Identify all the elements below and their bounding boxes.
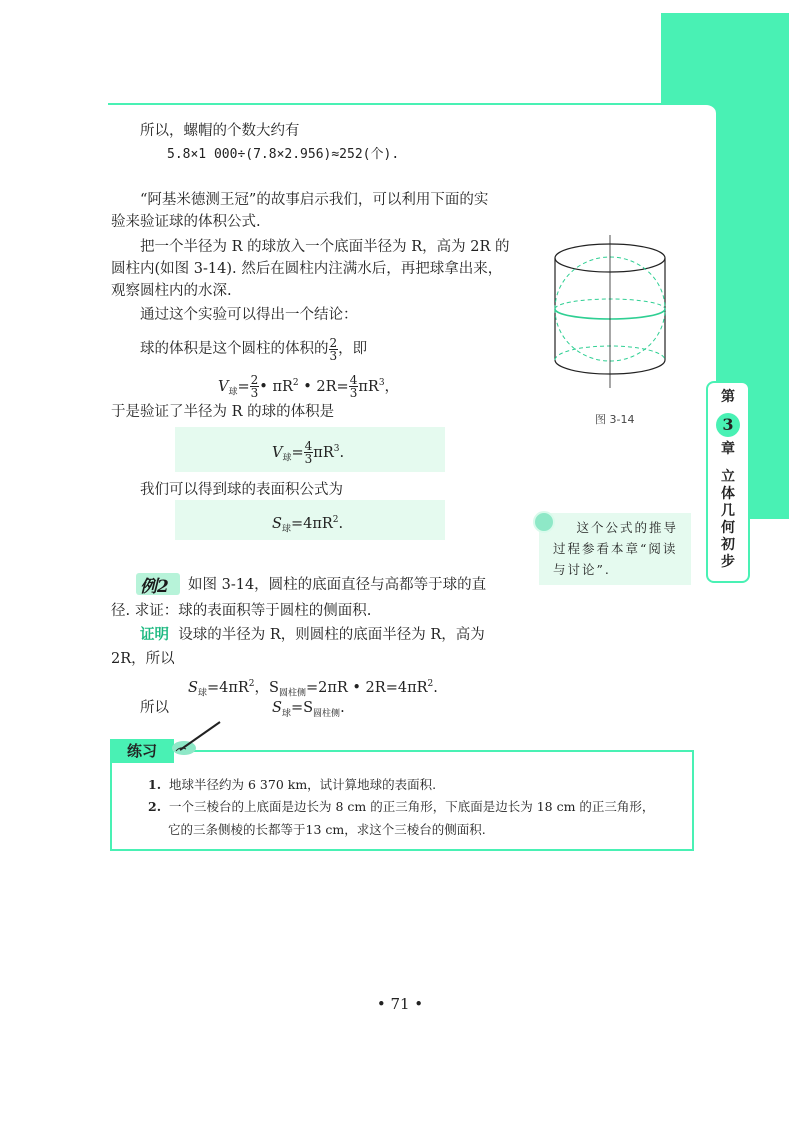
cylinder-sphere-figure — [540, 230, 690, 400]
formula-text: . — [338, 515, 344, 532]
fraction — [349, 374, 359, 399]
formula-subscript: 圆柱侧 — [313, 708, 341, 719]
practice-title: 练习 — [110, 739, 174, 763]
fraction — [329, 337, 339, 362]
proof-equation2 — [272, 698, 345, 724]
formula-symbol: S — [272, 515, 282, 532]
fraction-denominator: 3 — [250, 386, 259, 401]
formula-symbol: S — [272, 700, 282, 716]
chapter-title-char: 体 — [721, 486, 735, 502]
fraction-denominator: 3 — [349, 386, 358, 401]
formula-sphere-surface — [272, 510, 343, 540]
para2-line2: 圆柱内(如图 3-14). 然后在圆柱内注满水后，再把球拿出来， — [111, 261, 503, 277]
conclusion-line — [140, 332, 367, 366]
example-line2: 径. 求证：球的表面积等于圆柱的侧面积. — [111, 603, 372, 619]
formula-subscript: 球 — [228, 387, 238, 398]
chapter-tab — [706, 381, 750, 583]
para2-line3: 观察圆柱内的水深. — [111, 283, 232, 299]
side-note-line: 与讨论”. — [553, 562, 611, 577]
practice-item-text: 地球半径约为 6 370 km，试计算地球的表面积. — [169, 777, 437, 792]
para2-line1: 把一个半径为 R 的球放入一个底面半径为 R，高为 2R 的 — [140, 239, 510, 255]
conclusion-prefix: 球的体积是这个圆柱的体积的 — [140, 341, 329, 357]
formula-subscript: 球 — [281, 524, 291, 535]
practice-item — [148, 775, 436, 795]
example-line1: 如图 3-14，圆柱的底面直径与高都等于球的直 — [188, 577, 487, 593]
surface-intro: 我们可以得到球的表面积公式为 — [140, 482, 343, 498]
formula-text: =S — [290, 700, 314, 716]
formula-text: =4πR — [290, 515, 333, 532]
pen-icon — [170, 718, 225, 758]
practice-item — [148, 797, 654, 817]
chapter-title-char: 步 — [721, 554, 735, 570]
formula-text: = — [237, 378, 250, 395]
formula-symbol: V — [272, 444, 283, 461]
formula-superscript: 2 — [292, 378, 299, 388]
formula-symbol: S — [188, 679, 198, 696]
fraction — [304, 440, 314, 465]
fraction-numerator: 4 — [304, 439, 313, 454]
speech-bubble-icon — [533, 511, 555, 533]
fraction-denominator: 3 — [304, 452, 313, 467]
para1-line1: “阿基米德测王冠”的故事启示我们，可以利用下面的实 — [140, 192, 489, 208]
chapter-title-char: 何 — [721, 520, 735, 536]
formula-text: . — [340, 700, 345, 716]
formula-text: . — [433, 679, 438, 696]
practice-item-number: 2. — [148, 799, 162, 814]
formula-text: ， — [384, 378, 400, 395]
formula-subscript: 圆柱侧 — [278, 688, 306, 699]
formula-superscript: 3 — [333, 444, 340, 454]
formula-text: • πR — [259, 378, 293, 395]
side-note-line: 这个公式的推导 — [576, 520, 678, 535]
conclusion-suffix: ，即 — [338, 341, 368, 357]
proof-so: 所以 — [140, 700, 169, 716]
chapter-di: 第 — [721, 389, 735, 405]
formula-text: • 2R= — [298, 378, 349, 395]
formula-subscript: 球 — [197, 688, 207, 699]
fraction-denominator: 3 — [329, 348, 338, 363]
chapter-title-char: 几 — [721, 503, 735, 519]
intro-line2: 5.8×1 000÷(7.8×2.956)≈252(个). — [167, 147, 400, 162]
page-number: • 71 • — [376, 995, 424, 1013]
formula-superscript: 3 — [378, 378, 385, 388]
para3-line1: 通过这个实验可以得出一个结论： — [140, 307, 358, 323]
formula-text: πR — [358, 378, 379, 395]
side-note — [553, 517, 678, 580]
formula-symbol: V — [218, 378, 229, 395]
formula-sphere-volume — [272, 432, 344, 476]
formula-superscript: 2 — [332, 515, 339, 525]
formula-superscript: 2 — [248, 679, 255, 689]
practice-item-number: 1. — [148, 777, 162, 792]
figure-caption: 图 3-14 — [595, 413, 635, 426]
proof-line2: 2R，所以 — [111, 651, 175, 667]
proof-line1 — [140, 625, 485, 645]
proof-text: 设球的半径为 R，则圆柱的底面半径为 R，高为 — [178, 627, 485, 643]
formula-text: = — [291, 444, 304, 461]
formula-superscript: 2 — [427, 679, 434, 689]
practice-item-continuation: 它的三条侧棱的长都等于13 cm，求这个三棱台的侧面积. — [168, 822, 486, 837]
fraction — [250, 374, 260, 399]
example-label: 例2 — [140, 577, 169, 597]
formula-text: πR — [313, 444, 334, 461]
para1-line2: 验来验证球的体积公式. — [111, 214, 261, 230]
chapter-number: 3 — [716, 413, 740, 437]
proof-label: 证明 — [140, 626, 169, 643]
formula-text: =4πR — [206, 679, 249, 696]
chapter-title-char: 立 — [721, 469, 735, 485]
fraction-numerator: 2 — [329, 335, 338, 350]
verified-line: 于是验证了半径为 R 的球的体积是 — [111, 404, 335, 420]
fraction-numerator: 4 — [349, 373, 358, 388]
intro-line1: 所以，螺帽的个数大约有 — [140, 123, 300, 139]
formula-subscript: 球 — [281, 708, 291, 719]
formula-subscript: 球 — [282, 453, 292, 464]
chapter-title-char: 初 — [721, 537, 735, 553]
fraction-numerator: 2 — [250, 373, 259, 388]
formula-text: ，S — [254, 679, 279, 696]
practice-item-text: 一个三棱台的上底面是边长为 8 cm 的正三角形，下底面是边长为 18 cm 的正三角形， — [169, 799, 655, 814]
formula-text: . — [339, 444, 345, 461]
side-note-line: 过程参看本章“阅读 — [553, 541, 678, 556]
chapter-zhang: 章 — [721, 441, 735, 457]
formula-text: =2πR • 2R=4πR — [305, 679, 428, 696]
